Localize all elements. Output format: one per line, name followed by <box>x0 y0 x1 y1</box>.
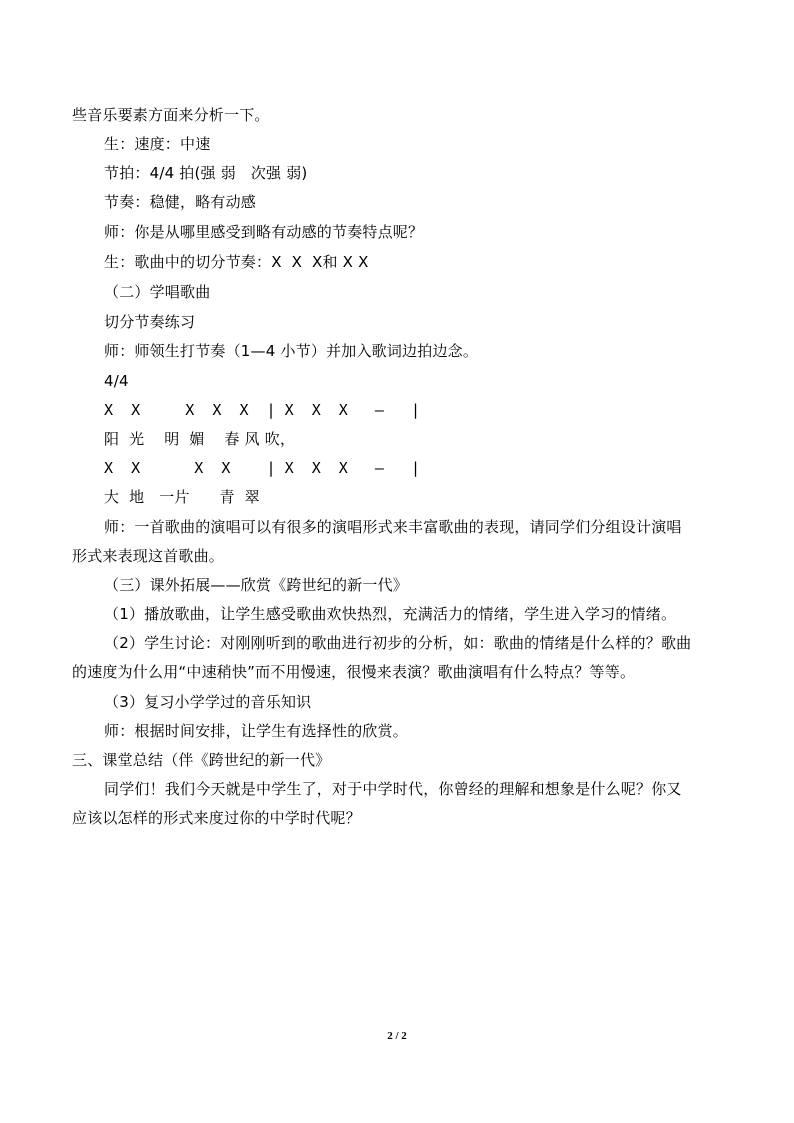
text-line: 师：师领生打节奏（1—4 小节）并加入歌词边拍边念。 <box>104 342 479 360</box>
section-heading: 三、课堂总结（伴《跨世纪的新一代》 <box>72 751 331 769</box>
text-line: 同学们！我们今天就是中学生了，对于中学时代，你曾经的理解和想象是什么呢？你又 <box>104 780 682 798</box>
rhythm-line: X X X X X | X X X — | <box>104 401 421 419</box>
rhythm-line: X X X X | X X X — | <box>104 459 421 477</box>
text-line: （1）播放歌曲，让学生感受歌曲欢快热烈，充满活力的情绪，学生进入学习的情绪。 <box>104 605 677 623</box>
section-heading: （三）课外拓展——欣赏《跨世纪的新一代》 <box>104 576 409 594</box>
text-line: 些音乐要素方面来分析一下。 <box>72 106 270 124</box>
text-line: 师：一首歌曲的演唱可以有很多的演唱形式来丰富歌曲的表现，请同学们分组设计演唱 <box>104 518 682 536</box>
text-line: 的速度为什么用“中速稍快”而不用慢速，很慢来表演？歌曲演唱有什么特点？等等。 <box>72 663 636 681</box>
text-line: 切分节奏练习 <box>104 313 196 331</box>
text-line: 师：根据时间安排，让学生有选择性的欣赏。 <box>104 722 409 740</box>
text-line: 师：你是从哪里感受到略有动感的节奏特点呢？ <box>104 223 424 241</box>
lyric-line: 阳 光 明 媚 春 风 吹， <box>104 430 296 448</box>
text-line: 节奏：稳健，略有动感 <box>104 193 257 211</box>
text-line: 节拍：4/4 拍(强 弱 次强 弱) <box>104 164 308 182</box>
text-line: 生：歌曲中的切分节奏：X X X和 X X <box>104 253 369 271</box>
text-line: 生：速度：中速 <box>104 135 211 153</box>
text-line: 形式来表现这首歌曲。 <box>72 547 225 565</box>
text-line: （2）学生讨论：对刚刚听到的歌曲进行初步的分析，如：歌曲的情绪是什么样的？歌曲 <box>104 634 692 652</box>
page-number: 2 / 2 <box>387 1030 407 1042</box>
section-heading: （二）学唱歌曲 <box>104 283 211 301</box>
text-line: （3）复习小学学过的音乐知识 <box>104 693 312 711</box>
time-signature: 4/4 <box>104 372 129 390</box>
lyric-line: 大 地 一片 青 翠 <box>104 488 260 506</box>
text-line: 应该以怎样的形式来度过你的中学时代呢？ <box>72 809 361 827</box>
